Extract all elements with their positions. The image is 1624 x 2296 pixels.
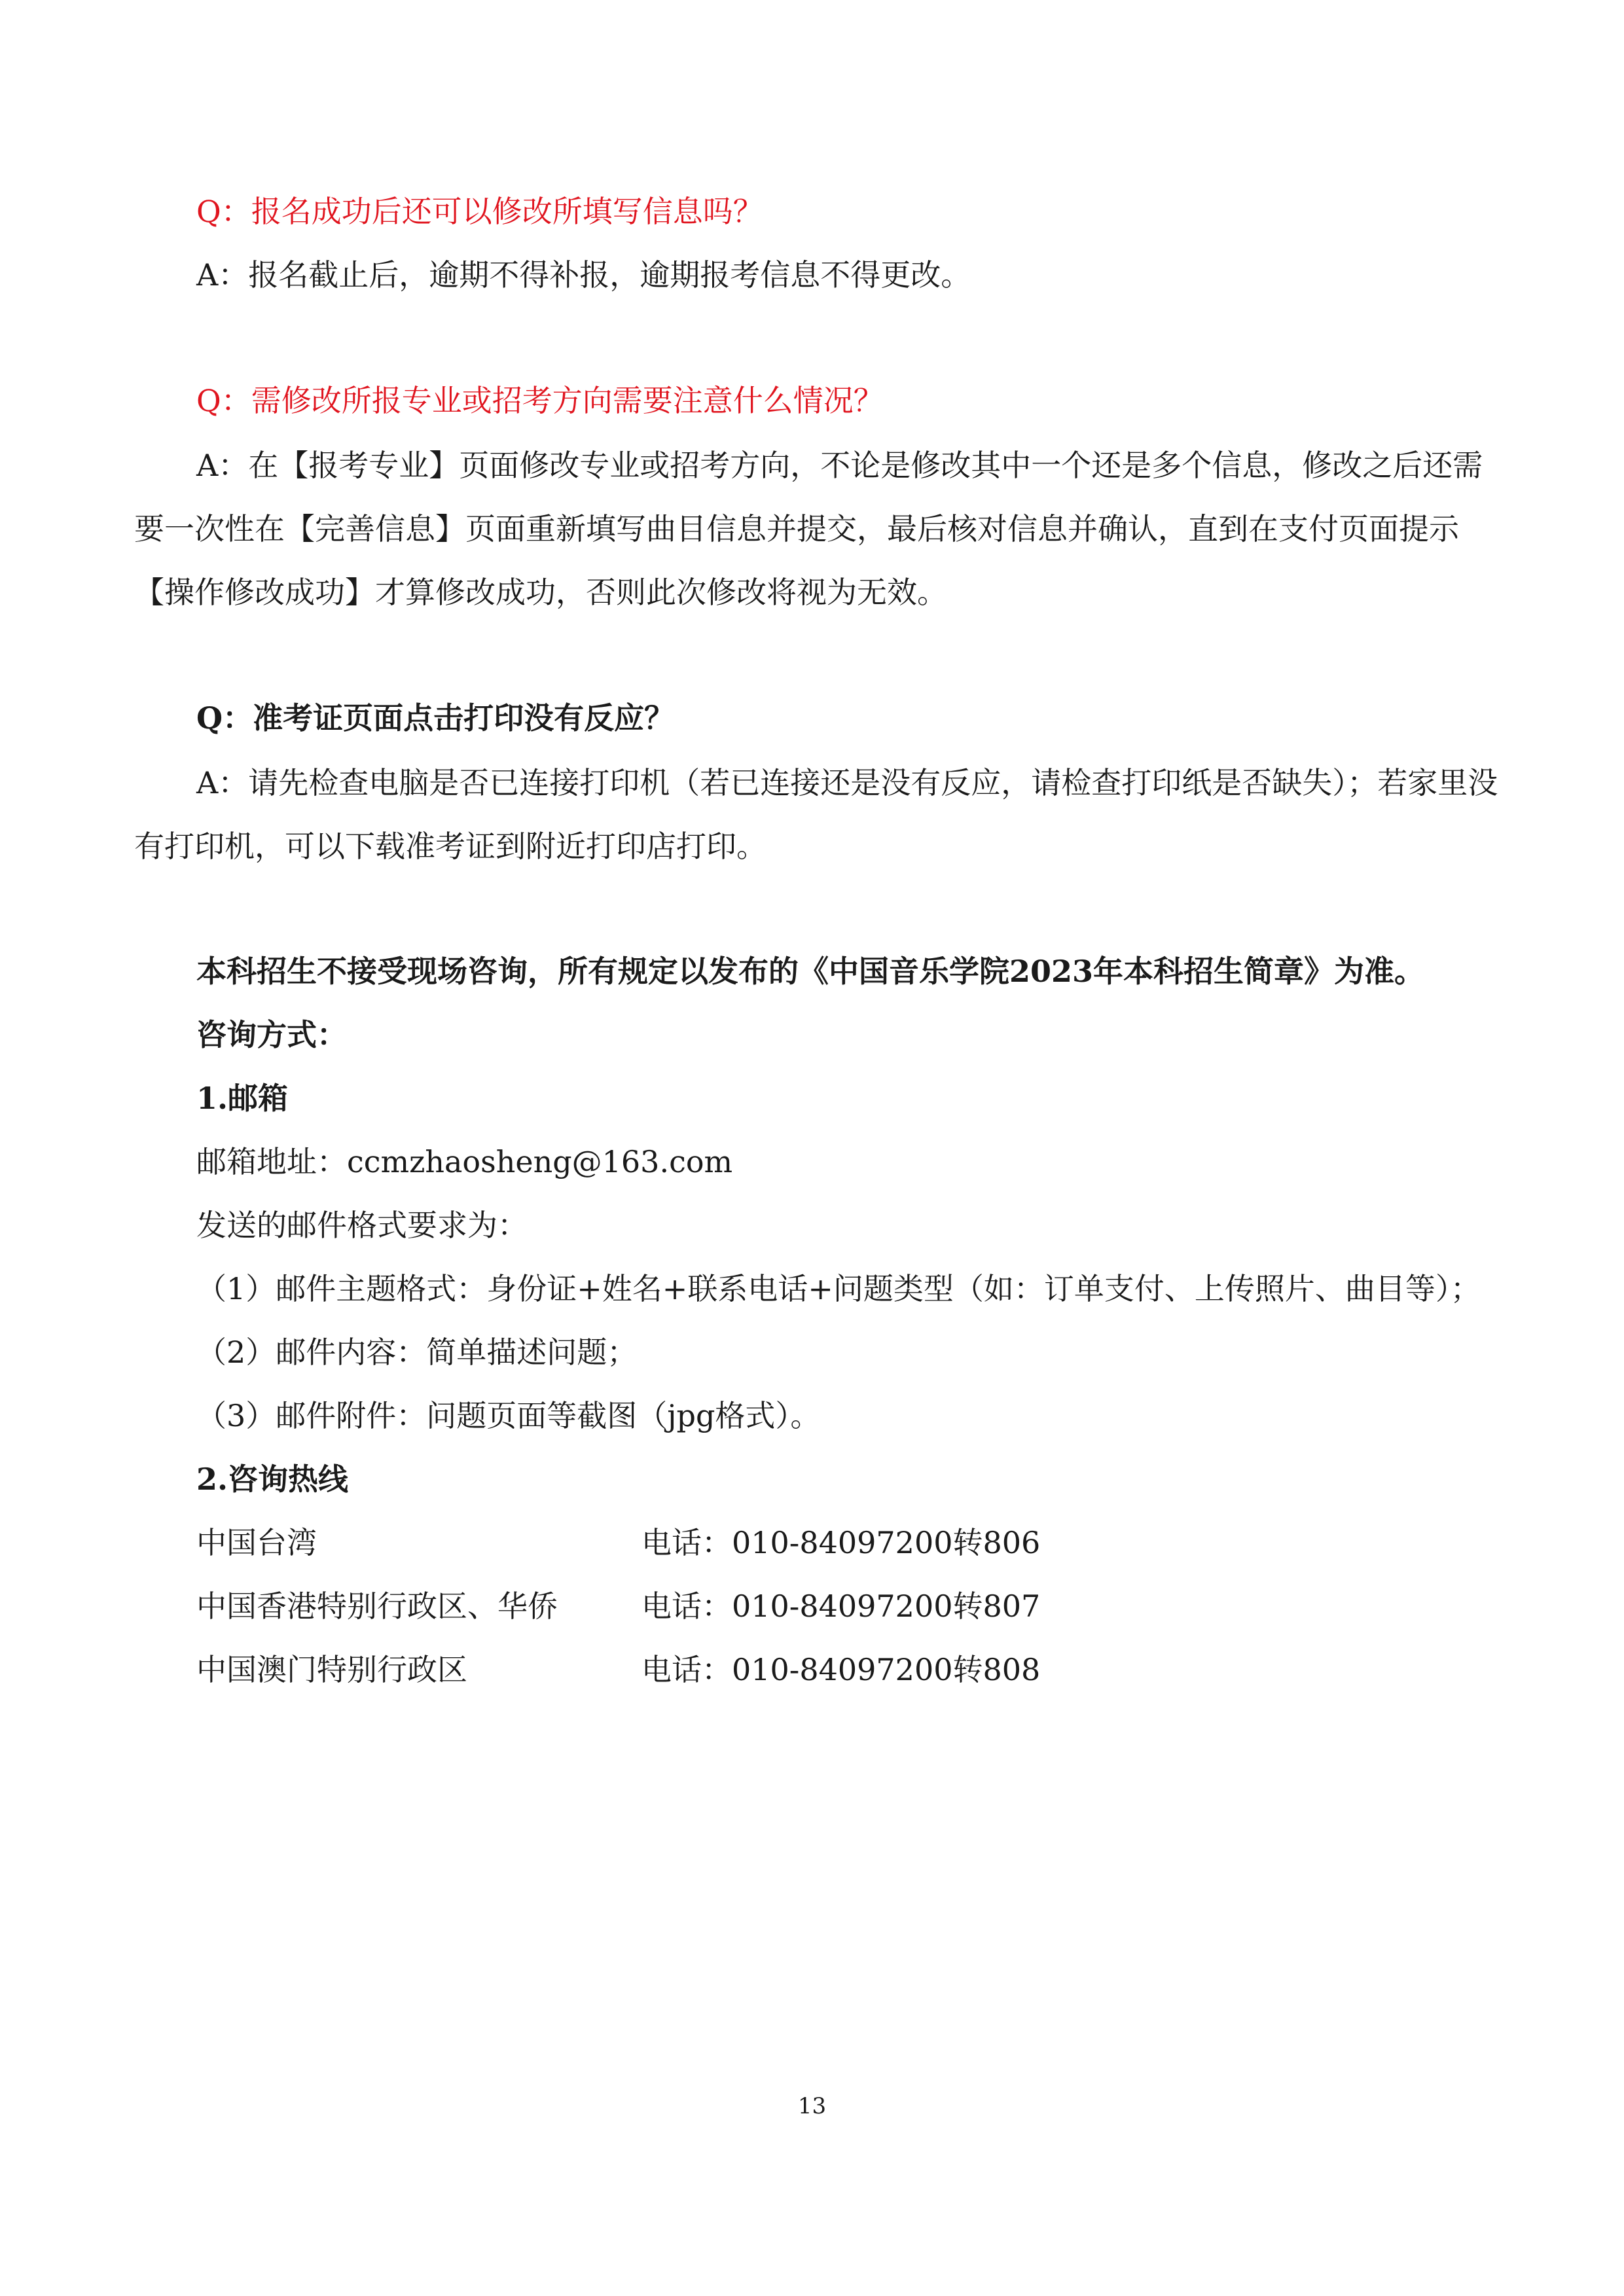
contact-heading: 咨询方式： xyxy=(196,1017,347,1052)
email-rule-2: （2）邮件内容：简单描述问题； xyxy=(196,1335,638,1370)
hotline-phone: 电话：010-84097200转808 xyxy=(641,1652,1041,1687)
hotline-region: 中国香港特别行政区、华侨 xyxy=(196,1588,558,1624)
email-format-intro: 发送的邮件格式要求为： xyxy=(196,1208,528,1243)
faq-answer-1: A：报名截止后，逾期不得补报，逾期报考信息不得更改。 xyxy=(196,257,971,293)
faq-answer-2: A：在【报考专业】页面修改专业或招考方向，不论是修改其中一个还是多个信息，修改之后还需要一次性在【完善信息】页面重新填写曲目信息并提交，最后核对信息并确认，直到在支付页面提示【操作修改成功】才算修改成功，否则此次修改将视为无效。 xyxy=(134,448,1483,610)
hotline-region: 中国澳门特别行政区 xyxy=(196,1652,467,1687)
admission-notice: 本科招生不接受现场咨询，所有规定以发布的《中国音乐学院2023年本科招生简章》为准。 xyxy=(196,954,1425,989)
page-number: 13 xyxy=(797,2093,827,2119)
faq-answer-3: A：请先检查电脑是否已连接打印机（若已连接还是没有反应，请检查打印纸是否缺失）；若家里没有打印机，可以下载准考证到附近打印店打印。 xyxy=(134,765,1498,864)
faq-question-2: Q：需修改所报专业或招考方向需要注意什么情况？ xyxy=(196,383,884,418)
email-heading: 1.邮箱 xyxy=(196,1081,289,1116)
hotline-region: 中国台湾 xyxy=(196,1525,317,1560)
hotline-row xyxy=(196,1523,317,1562)
email-address: 邮箱地址：ccmzhaosheng@163.com xyxy=(196,1144,733,1179)
email-rule-3: （3）邮件附件：问题页面等截图（jpg格式）。 xyxy=(196,1398,821,1433)
hotline-heading: 2.咨询热线 xyxy=(196,1462,349,1497)
hotline-phone: 电话：010-84097200转806 xyxy=(641,1525,1041,1560)
faq-answer-3-block xyxy=(134,751,1499,878)
faq-question-3: Q：准考证页面点击打印没有反应？ xyxy=(196,700,675,736)
hotline-row xyxy=(196,1587,558,1626)
email-rule-1: （1）邮件主题格式：身份证+姓名+联系电话+问题类型（如：订单支付、上传照片、曲目等）； xyxy=(196,1271,1481,1306)
hotline-row xyxy=(196,1650,467,1689)
hotline-phone: 电话：010-84097200转807 xyxy=(641,1588,1041,1624)
faq-answer-2-block xyxy=(134,434,1499,624)
faq-question-1: Q：报名成功后还可以修改所填写信息吗？ xyxy=(196,194,763,229)
